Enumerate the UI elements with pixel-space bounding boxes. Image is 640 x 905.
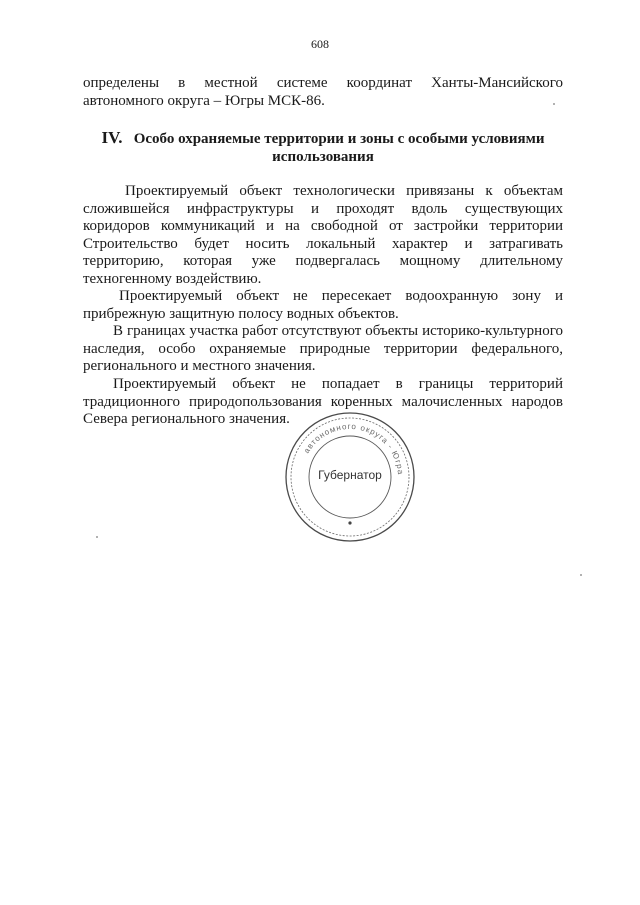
paragraph-1: Проектируемый объект технологически привязаны к объектам сложившейся инфраструктуры и проходят вдоль существующих коридоров коммуникаций и на свободной от застройки территории Строительство будет носить локальный характер и затрагивать территорию, которая уже подвергалась мощному длительному техногенному воздействию. — [83, 183, 563, 287]
scan-speck — [96, 536, 98, 538]
official-stamp — [283, 410, 417, 544]
section-title-2: использования — [272, 149, 374, 165]
intro-text — [83, 75, 563, 110]
scan-speck — [553, 103, 555, 105]
paragraph-4: Проектируемый объект не попадает в границы территорий традиционного природопользования коренных малочисленных народов Севера регионального значения. — [83, 376, 563, 427]
paragraph-3: В границах участка работ отсутствуют объекты историко-культурного наследия, особо охраняемые природные территории федерального, регионального и местного значения. — [83, 323, 563, 374]
paragraph-2: Проектируемый объект не пересекает водоохранную зону и прибрежную защитную полосу водных объектов. — [83, 288, 563, 322]
stamp-label: Губернатор — [318, 468, 382, 482]
page-number: 608 — [311, 37, 329, 51]
section-heading-line-1 — [83, 129, 563, 148]
intro-line-1: определены в местной системе координат Ханты-Мансийского — [83, 75, 563, 91]
section-number: IV. — [101, 128, 123, 147]
svg-text:автономного округа - Югра: автономного округа - Югра — [301, 421, 406, 476]
intro-line-2: автономного округа – Югры МСК-86. — [83, 92, 325, 109]
scan-speck — [580, 574, 582, 576]
section-heading — [83, 129, 563, 166]
section-title-1: Особо охраняемые территории и зоны с особыми условиями — [133, 131, 545, 147]
